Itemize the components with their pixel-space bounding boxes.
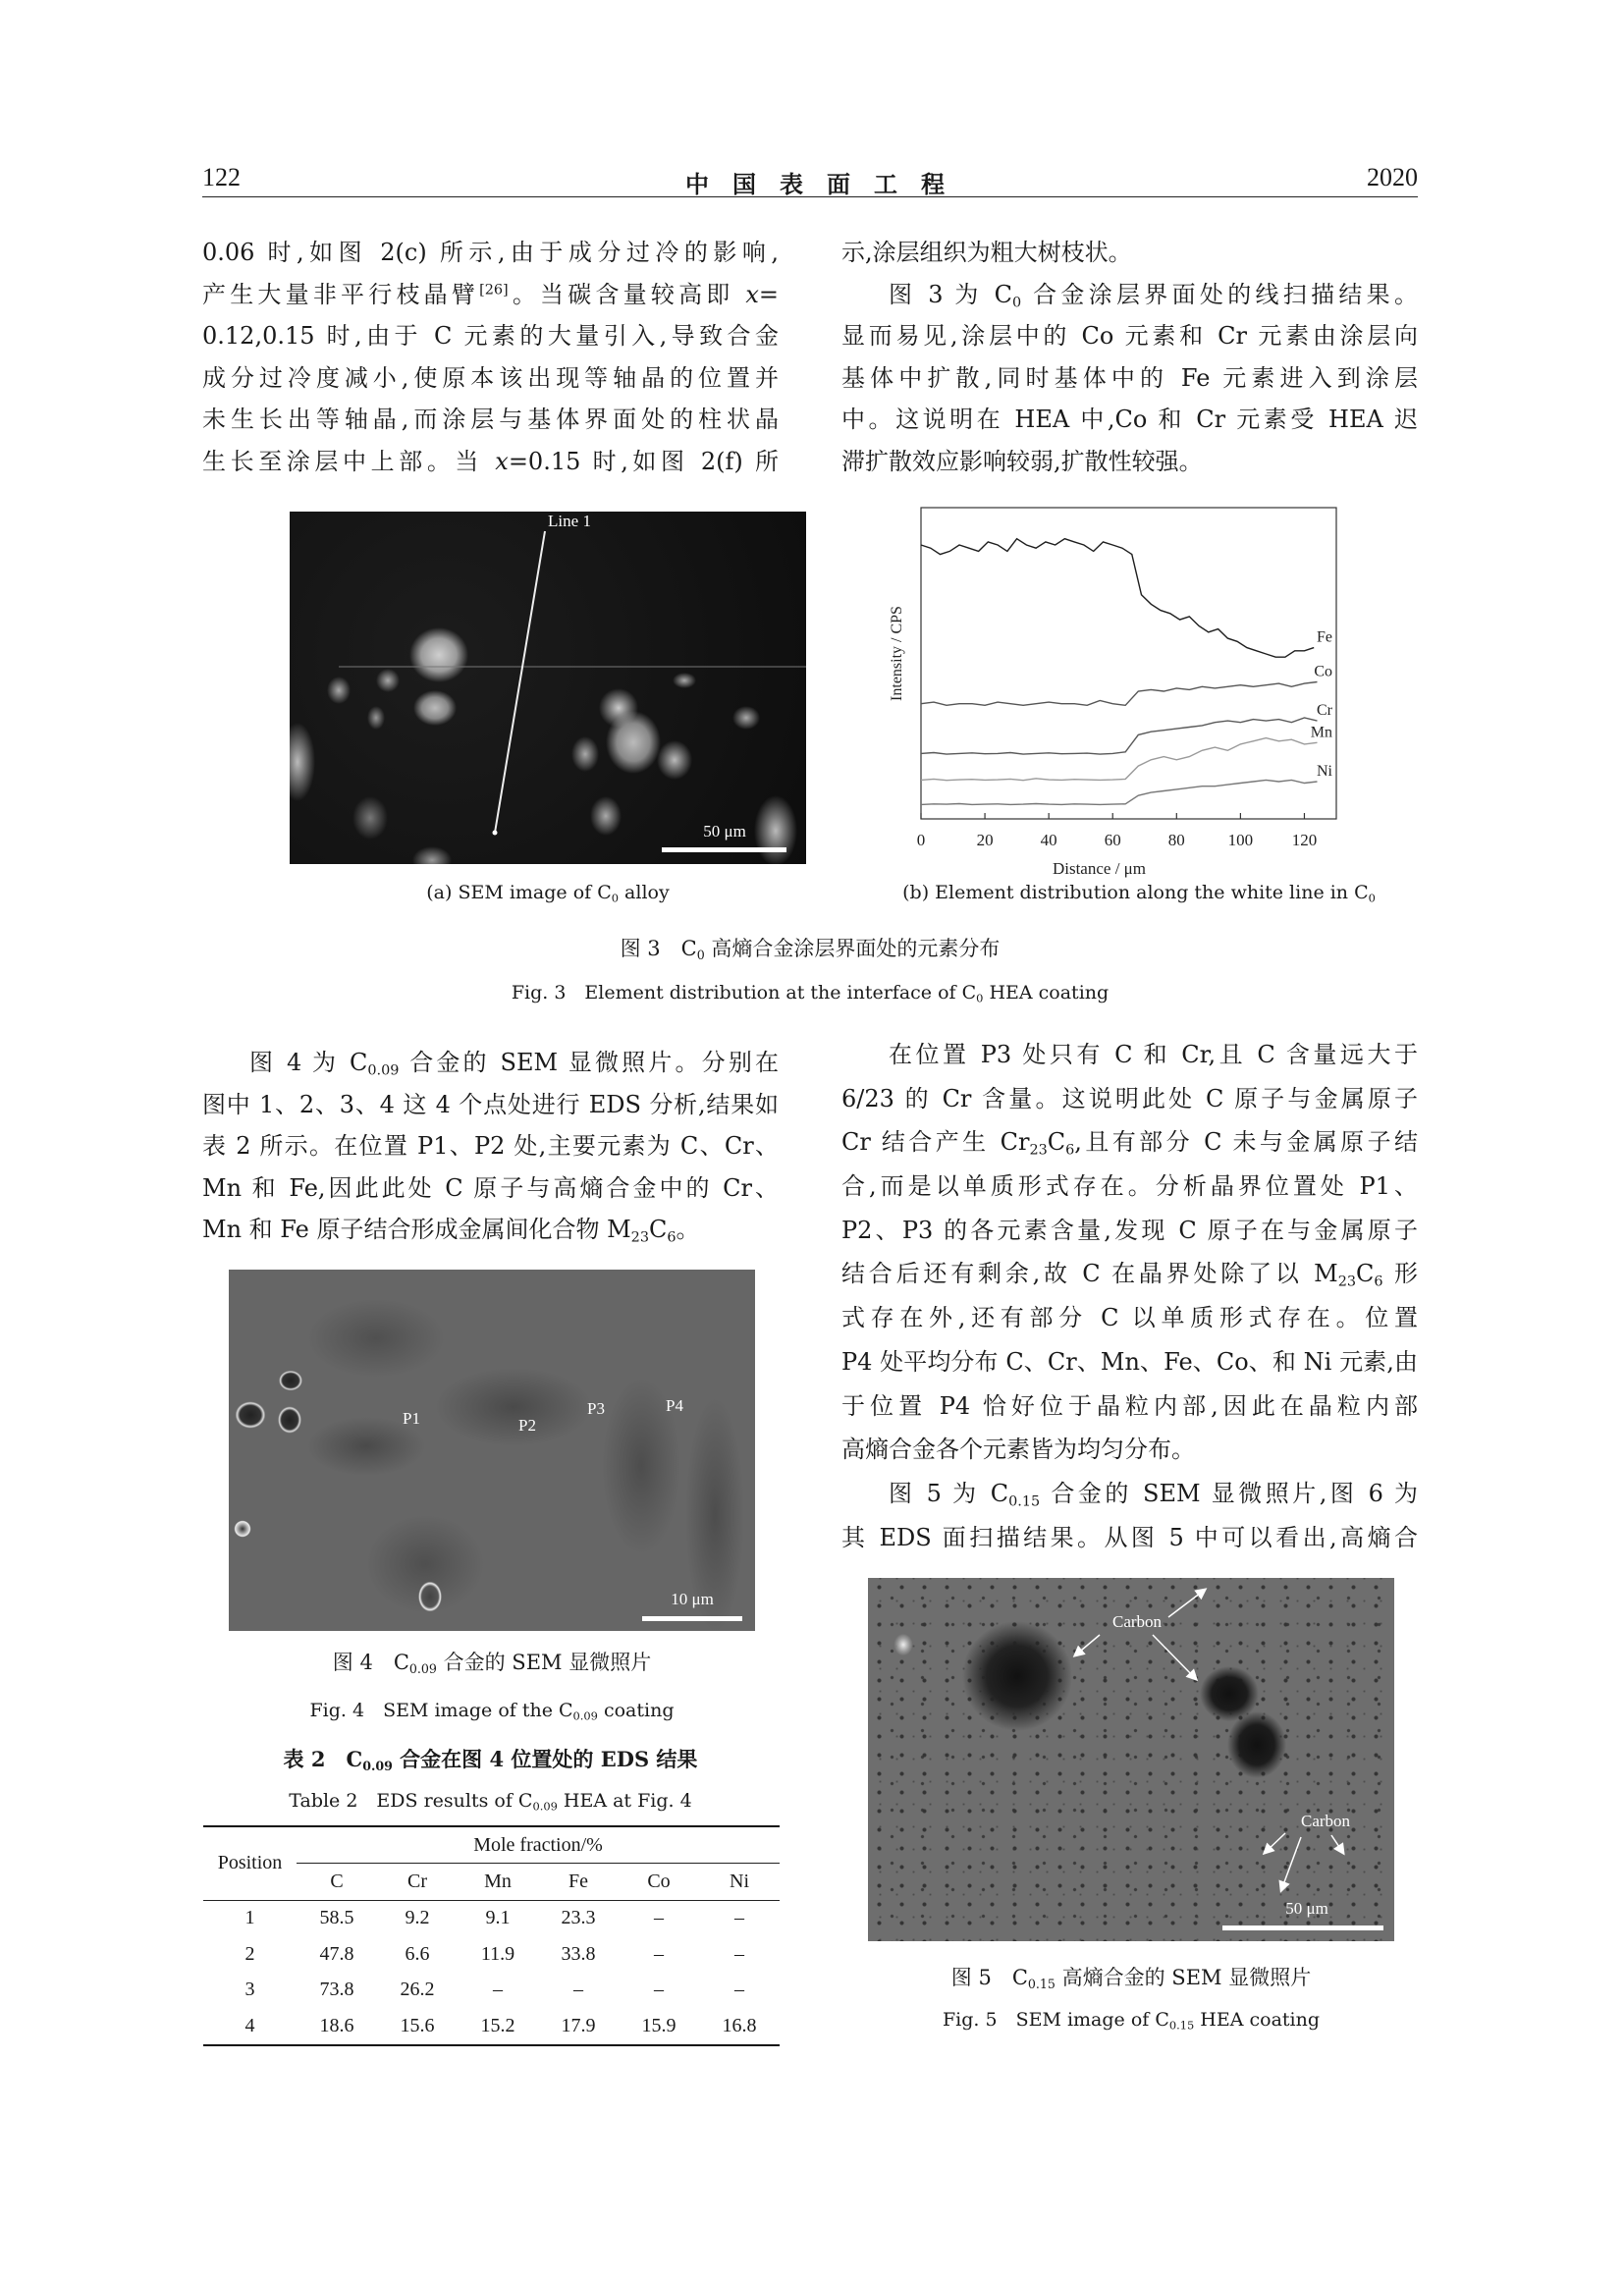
series-label-cr: Cr — [1317, 702, 1332, 720]
text-line: 图 5 为 $C_{0.15}$ 合金的 SEM 显微照片,图 6 为 — [889, 1479, 1419, 1510]
column-group-header: Mole fraction/% — [297, 1826, 780, 1864]
page-number: 122 — [202, 163, 241, 191]
figure3b-caption: (b) Element distribution along the white line in $C_0$ — [902, 882, 1376, 905]
scale-bar-label: 10 μm — [671, 1590, 714, 1608]
text-line: 0.12,0.15 时,由于 C 元素的大量引入,导致合金 — [202, 322, 779, 351]
line-scan-overlay — [290, 512, 806, 864]
table-cell: 3 — [244, 1979, 255, 2001]
header-rule — [202, 196, 1418, 197]
journal-year: 2020 — [1367, 163, 1418, 191]
table-cell: 26.2 — [400, 1979, 435, 2001]
table-cell: – — [734, 1979, 744, 2001]
text-line: 0.06 时,如图 2(c) 所示,由于成分过冷的影响, — [202, 239, 779, 266]
table-cell: 47.8 — [319, 1942, 354, 1965]
text-line: Cr 结合产生 $Cr_{23}C_6$,且有部分 C 未与金属原子结 — [841, 1128, 1418, 1159]
carbon-arrows — [868, 1578, 1394, 1941]
series-line-co — [921, 682, 1318, 706]
arrow-icon — [1168, 1590, 1205, 1617]
table-cell: 15.2 — [458, 2008, 538, 2045]
lower-left-paragraph — [202, 1042, 779, 1251]
table2-caption-cn: 表 2 $C_{0.09}$ 合金在图 4 位置处的 EDS 结果 — [283, 1747, 698, 1773]
text-line: 显而易见,涂层中的 Co 元素和 Cr 元素由涂层向 — [841, 322, 1418, 351]
x-tick-label: 80 — [1167, 831, 1185, 849]
text-line: 在位置 P3 处只有 C 和 Cr,且 C 含量远大于 — [889, 1041, 1418, 1068]
x-tick-label: 120 — [1291, 831, 1318, 849]
sem-image-c015 — [868, 1578, 1394, 1941]
series-label-ni: Ni — [1317, 762, 1332, 780]
scale-bar-label: 50 μm — [1285, 1899, 1328, 1918]
carbon-label: Carbon — [1111, 1612, 1163, 1631]
figure5-caption-en: Fig. 5 SEM image of $C_{0.15}$ HEA coating — [942, 2009, 1321, 2033]
text-line: 6/23 的 Cr 含量。这说明此处 C 原子与金属原子 — [841, 1084, 1418, 1112]
table-cell: 18.6 — [297, 2008, 377, 2045]
x-tick-label: 100 — [1227, 831, 1254, 849]
text-line: 高熵合金各个元素皆为均匀分布。 — [841, 1436, 1195, 1464]
sem-image-c009 — [229, 1270, 755, 1631]
scale-bar — [662, 847, 786, 852]
table-cell: 6.6 — [405, 1942, 430, 1965]
line-scan-path — [495, 531, 545, 833]
table2-caption-en: Table 2 EDS results of $C_{0.09}$ HEA at Fig. 4 — [289, 1790, 692, 1814]
table-cell: – — [654, 1942, 664, 1965]
arrow-icon — [1153, 1635, 1196, 1679]
point-label-p2: P2 — [518, 1416, 536, 1435]
table-cell: – — [734, 1942, 744, 1965]
series-label-fe: Fe — [1317, 628, 1332, 646]
text-line: 基体中扩散,同时基体中的 Fe 元素进入到涂层 — [841, 363, 1418, 392]
lower-right-paragraph — [841, 1033, 1418, 1559]
text-line: 图 3 为 $C_0$ 合金涂层界面处的线扫描结果。 — [889, 280, 1418, 310]
figure3a-caption: (a) SEM image of $C_0$ alloy — [426, 882, 670, 905]
arrow-icon — [1075, 1635, 1100, 1655]
figure3-caption-cn: 图 3 $C_0$ 高熵合金涂层界面处的元素分布 — [620, 937, 1001, 962]
table-cell: 15.6 — [377, 2008, 458, 2045]
table-cell: 73.8 — [319, 1979, 354, 2001]
text-line: 合,而是以单质形式存在。分析晶界位置处 P1、 — [841, 1172, 1418, 1201]
sem-image-c0 — [290, 512, 806, 864]
text-line: 中。这说明在 HEA 中,Co 和 Cr 元素受 HEA 迟 — [841, 406, 1418, 434]
point-label-p4: P4 — [666, 1396, 683, 1415]
line-scan-label: Line 1 — [548, 512, 591, 530]
point-label-p3: P3 — [587, 1399, 605, 1418]
table-cell: 9.2 — [405, 1907, 430, 1929]
table-row — [203, 1900, 780, 1936]
x-tick-label: 40 — [1040, 831, 1057, 849]
y-axis-label: Intensity / CPS — [889, 606, 905, 701]
table-cell: – — [654, 1979, 664, 2001]
table-cell: – — [573, 1979, 583, 2001]
scale-bar — [1222, 1925, 1383, 1930]
column-header-position: Position — [203, 1826, 297, 1900]
table-cell: 33.8 — [561, 1942, 596, 1965]
scale-bar — [642, 1616, 742, 1621]
figure3-caption-en: Fig. 3 Element distribution at the interface of $C_0$ HEA coating — [511, 982, 1110, 1005]
text-line: 未生长出等轴晶,而涂层与基体界面处的柱状晶 — [202, 406, 779, 434]
series-label-co: Co — [1314, 663, 1332, 680]
text-line: 图中 1、2、3、4 这 4 个点处进行 EDS 分析,结果如 — [202, 1090, 779, 1118]
x-axis-label: Distance / μm — [1052, 859, 1147, 878]
point-label-p1: P1 — [403, 1409, 420, 1428]
text-line: 示,涂层组织为粗大树枝状。 — [841, 239, 1132, 266]
text-line: Mn 和 Fe 原子结合形成金属间化合物 $M_{23}C_6$。 — [202, 1216, 700, 1246]
column-header: Fe — [538, 1864, 619, 1901]
text-line: 式存在外,还有部分 C 以单质形式存在。位置 — [841, 1304, 1418, 1332]
text-line: 生长至涂层中上部。当 x=0.15 时,如图 2(f) 所 — [202, 447, 779, 475]
text-line: 其 EDS 面扫描结果。从图 5 中可以看出,高熵合 — [841, 1523, 1418, 1551]
table-row — [203, 2008, 780, 2045]
table-cell: 2 — [244, 1942, 255, 1965]
series-label-mn: Mn — [1310, 724, 1332, 741]
text-line: 成分过冷度减小,使原本该出现等轴晶的位置并 — [202, 363, 779, 392]
series-line-mn — [921, 738, 1318, 781]
top-left-paragraph — [202, 232, 779, 483]
text-line: 结合后还有剩余,故 C 在晶界处除了以 $M_{23}C_6$ 形 — [841, 1260, 1418, 1290]
x-tick-label: 20 — [976, 831, 994, 849]
line-scan-endpoint — [493, 831, 498, 836]
journal-title: 中 国 表 面 工 程 — [685, 173, 945, 198]
x-tick-label: 0 — [916, 831, 926, 849]
figure4-caption-cn: 图 4 $C_{0.09}$ 合金的 SEM 显微照片 — [332, 1651, 652, 1676]
column-header: Cr — [377, 1864, 458, 1901]
column-header: C — [297, 1864, 377, 1901]
table-cell: 15.9 — [619, 2008, 699, 2045]
figure4-caption-en: Fig. 4 SEM image of the $C_{0.09}$ coating — [309, 1700, 675, 1723]
table-cell: 23.3 — [561, 1907, 596, 1929]
text-line: 图 4 为 $C_{0.09}$ 合金的 SEM 显微照片。分别在 — [249, 1049, 779, 1079]
element-distribution-chart — [864, 496, 1375, 879]
column-header: Mn — [458, 1864, 538, 1901]
series-line-fe — [921, 539, 1314, 658]
text-line: 于位置 P4 恰好位于晶粒内部,因此在晶粒内部 — [841, 1391, 1418, 1420]
table-cell: 4 — [203, 2008, 297, 2045]
table-body — [203, 1900, 780, 2045]
scale-bar-label: 50 μm — [703, 822, 746, 841]
table-cell: 1 — [244, 1907, 255, 1929]
x-tick-label: 60 — [1104, 831, 1121, 849]
text-line: 滞扩散效应影响较弱,扩散性较强。 — [841, 447, 1203, 475]
table-cell: 58.5 — [319, 1907, 354, 1929]
eds-results-table — [203, 1825, 780, 2046]
series-line-cr — [921, 718, 1318, 754]
table-cell: – — [493, 1979, 503, 2001]
column-header: Co — [619, 1864, 699, 1901]
text-line: P2、P3 的各元素含量,发现 C 原子在与金属原子 — [841, 1216, 1418, 1244]
table-cell: 9.1 — [485, 1907, 511, 1929]
column-header: Ni — [699, 1864, 780, 1901]
arrow-icon — [1281, 1837, 1301, 1890]
table-cell: – — [654, 1907, 664, 1929]
table-cell: – — [734, 1907, 744, 1929]
text-line: P4 处平均分布 C、Cr、Mn、Fe、Co、和 Ni 元素,由 — [841, 1347, 1418, 1376]
table-cell: 17.9 — [538, 2008, 619, 2045]
table-cell: 11.9 — [480, 1942, 515, 1965]
arrow-icon — [1265, 1833, 1285, 1853]
plot-frame — [921, 508, 1336, 819]
figure5-caption-cn: 图 5 $C_{0.15}$ 高熵合金的 SEM 显微照片 — [950, 1966, 1312, 1991]
carbon-label: Carbon — [1300, 1812, 1351, 1830]
text-line: Mn 和 Fe,因此此处 C 原子与高熵合金中的 Cr、 — [202, 1173, 779, 1202]
text-line: 产生大量非平行枝晶臂[26]。当碳含量较高即 x= — [202, 280, 779, 308]
text-line: 表 2 所示。在位置 P1、P2 处,主要元素为 C、Cr、 — [202, 1132, 779, 1161]
table-row — [203, 1936, 780, 1973]
top-right-paragraph — [841, 232, 1418, 483]
table-row — [203, 1973, 780, 2009]
table-cell: 16.8 — [699, 2008, 780, 2045]
series-line-ni — [921, 780, 1318, 804]
arrow-icon — [1331, 1835, 1343, 1853]
